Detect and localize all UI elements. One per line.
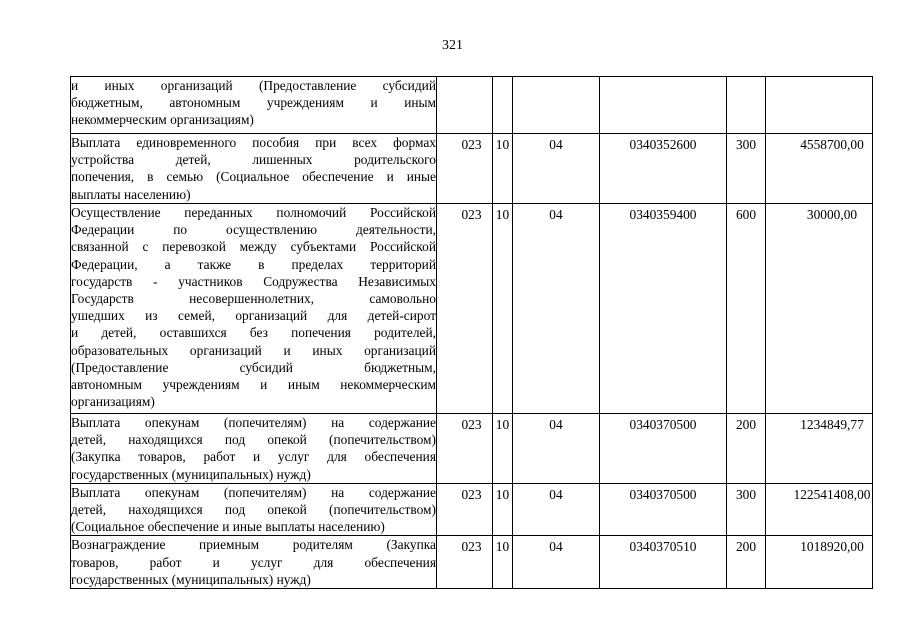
budget-table bbox=[70, 76, 873, 589]
subsection-code-cell: 04 bbox=[513, 536, 600, 589]
table-row bbox=[71, 134, 873, 204]
description-cell bbox=[71, 134, 437, 204]
amount-cell: 4558700,00 bbox=[766, 134, 873, 204]
expense-type-cell: 200 bbox=[727, 414, 766, 484]
description-line: (Социальное обеспечение и иные выплаты населению) bbox=[71, 519, 385, 535]
target-article-cell: 0340352600 bbox=[600, 134, 727, 204]
ministry-code-cell: 023 bbox=[437, 134, 493, 204]
subsection-code-cell: 04 bbox=[513, 414, 600, 484]
description-line: и иных организаций (Предоставление субсидий bbox=[71, 78, 436, 93]
subsection-code-cell: 04 bbox=[513, 483, 600, 536]
budget-table-body bbox=[71, 77, 873, 589]
description-line: Вознаграждение приемным родителям (Закупка bbox=[71, 537, 436, 553]
ministry-code-cell bbox=[437, 77, 493, 134]
ministry-code-cell: 023 bbox=[437, 536, 493, 589]
description-line: и детей, оставшихся без попечения родителей, bbox=[71, 325, 436, 341]
amount-cell: 122541408,00 bbox=[766, 483, 873, 536]
section-code-cell: 10 bbox=[493, 483, 513, 536]
section-code-cell: 10 bbox=[493, 414, 513, 484]
description-line: детей, находящихся под опекой (попечительством) bbox=[71, 502, 436, 518]
description-line: (Закупка товаров, работ и услуг для обеспечения bbox=[71, 449, 436, 465]
description-cell bbox=[71, 414, 437, 484]
description-cell bbox=[71, 204, 437, 414]
description-line: (Предоставление субсидий бюджетным, bbox=[71, 359, 436, 375]
expense-type-cell bbox=[727, 77, 766, 134]
description-line: государств - участников Содружества Независимых bbox=[71, 273, 436, 289]
table-row bbox=[71, 204, 873, 414]
target-article-cell: 0340359400 bbox=[600, 204, 727, 414]
description-line: выплаты населению) bbox=[71, 186, 191, 202]
target-article-cell: 0340370510 bbox=[600, 536, 727, 589]
description-line: Федерации по осуществлению деятельности, bbox=[71, 222, 436, 238]
ministry-code-cell: 023 bbox=[437, 204, 493, 414]
description-line: Осуществление переданных полномочий Российской bbox=[71, 205, 436, 220]
expense-type-cell: 300 bbox=[727, 483, 766, 536]
description-line: устройства детей, лишенных родительского bbox=[71, 152, 436, 168]
description-cell bbox=[71, 483, 437, 536]
ministry-code-cell: 023 bbox=[437, 483, 493, 536]
description-line: государственных (муниципальных) нужд) bbox=[71, 466, 311, 482]
section-code-cell: 10 bbox=[493, 134, 513, 204]
description-line: государственных (муниципальных) нужд) bbox=[71, 571, 311, 587]
description-line: связанной с перевозкой между субъектами Российской bbox=[71, 239, 436, 255]
description-cell bbox=[71, 536, 437, 589]
amount-cell: 1234849,77 bbox=[766, 414, 873, 484]
description-line: некоммерческим организациям) bbox=[71, 112, 254, 128]
expense-type-cell: 300 bbox=[727, 134, 766, 204]
subsection-code-cell: 04 bbox=[513, 204, 600, 414]
description-line: организациям) bbox=[71, 394, 155, 410]
table-row bbox=[71, 536, 873, 589]
description-line: Выплата единовременного пособия при всех формах bbox=[71, 135, 436, 150]
description-line: Федерации, а также в пределах территорий bbox=[71, 256, 436, 272]
description-line: автономным учреждениям и иным некоммерческим bbox=[71, 377, 436, 393]
expense-type-cell: 200 bbox=[727, 536, 766, 589]
amount-cell bbox=[766, 77, 873, 134]
subsection-code-cell bbox=[513, 77, 600, 134]
description-line: Государств несовершеннолетних, самовольно bbox=[71, 291, 436, 307]
amount-cell: 30000,00 bbox=[766, 204, 873, 414]
subsection-code-cell: 04 bbox=[513, 134, 600, 204]
expense-type-cell: 600 bbox=[727, 204, 766, 414]
description-line: детей, находящихся под опекой (попечительством) bbox=[71, 432, 436, 448]
table-row bbox=[71, 77, 873, 134]
table-row bbox=[71, 483, 873, 536]
description-line: товаров, работ и услуг для обеспечения bbox=[71, 554, 436, 570]
target-article-cell: 0340370500 bbox=[600, 414, 727, 484]
section-code-cell: 10 bbox=[493, 204, 513, 414]
description-line: Выплата опекунам (попечителям) на содержание bbox=[71, 415, 436, 430]
description-line: бюджетным, автономным учреждениям и иным bbox=[71, 95, 436, 111]
amount-cell: 1018920,00 bbox=[766, 536, 873, 589]
description-line: ушедших из семей, организаций для детей-сирот bbox=[71, 308, 436, 324]
section-code-cell bbox=[493, 77, 513, 134]
page-number: 321 bbox=[442, 38, 463, 53]
section-code-cell: 10 bbox=[493, 536, 513, 589]
description-cell bbox=[71, 77, 437, 134]
description-line: образовательных организаций и иных организаций bbox=[71, 342, 436, 358]
table-row bbox=[71, 414, 873, 484]
target-article-cell bbox=[600, 77, 727, 134]
ministry-code-cell: 023 bbox=[437, 414, 493, 484]
description-line: Выплата опекунам (попечителям) на содержание bbox=[71, 484, 436, 500]
target-article-cell: 0340370500 bbox=[600, 483, 727, 536]
description-line: попечения, в семью (Социальное обеспечение и иные bbox=[71, 169, 436, 185]
